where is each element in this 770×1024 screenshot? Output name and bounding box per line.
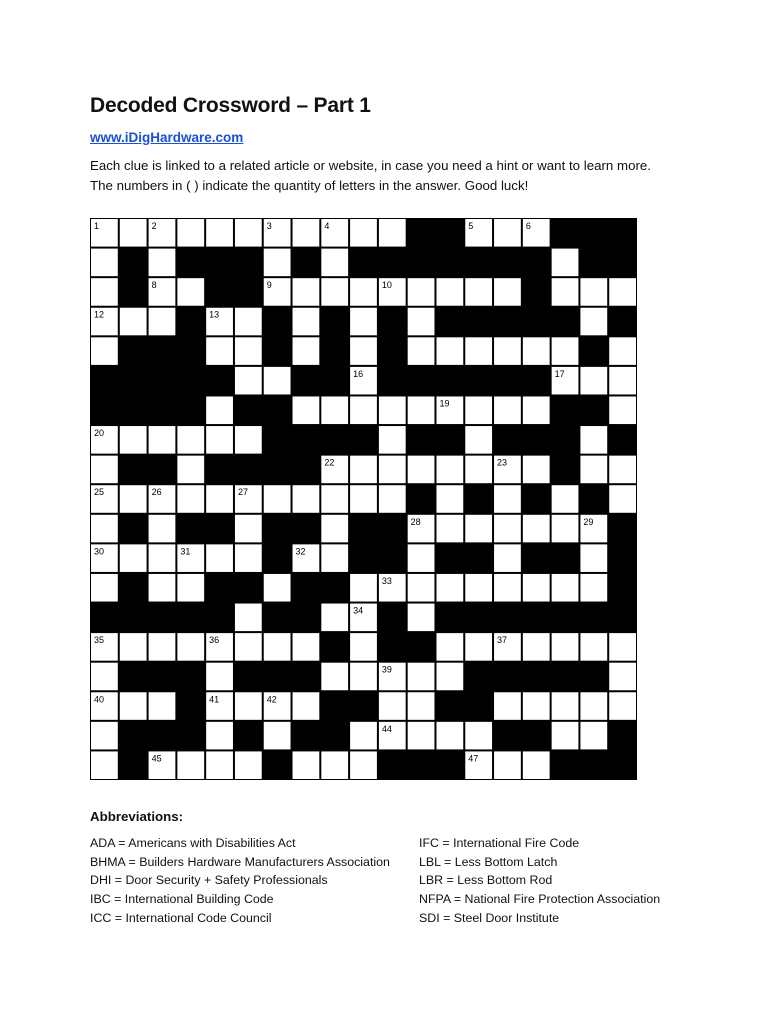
clue-number: 29 (583, 516, 594, 527)
crossword-cell[interactable] (408, 663, 435, 691)
crossword-cell[interactable] (580, 633, 607, 661)
crossword-cell[interactable] (149, 574, 176, 602)
crossword-cell[interactable] (494, 692, 521, 720)
crossword-cell[interactable] (350, 337, 377, 365)
abbreviation-item: BHMA = Builders Hardware Manufacturers Association (90, 854, 390, 869)
crossword-cell[interactable] (609, 485, 636, 513)
crossword-cell[interactable] (494, 574, 521, 602)
crossword-cell[interactable] (321, 485, 348, 513)
crossword-cell[interactable] (321, 544, 348, 572)
crossword-cell[interactable] (523, 456, 550, 484)
crossword-cell[interactable] (580, 692, 607, 720)
crossword-cell[interactable] (350, 308, 377, 336)
crossword-cell[interactable] (91, 751, 118, 779)
crossword-cell[interactable] (436, 515, 463, 543)
crossword-cell[interactable] (235, 337, 262, 365)
crossword-cell[interactable] (177, 633, 204, 661)
clue-number: 5 (468, 221, 474, 231)
crossword-cell[interactable] (465, 396, 492, 424)
crossword-cell[interactable] (609, 396, 636, 424)
crossword-cell[interactable] (465, 722, 492, 750)
crossword-cell[interactable] (552, 337, 579, 365)
crossword-cell[interactable] (235, 633, 262, 661)
crossword-cell[interactable] (350, 722, 377, 750)
clue-number: 18 (266, 398, 277, 409)
crossword-cell[interactable] (91, 337, 118, 365)
clue-number: 42 (266, 694, 277, 705)
crossword-cell[interactable] (264, 485, 291, 513)
crossword-cell[interactable] (552, 485, 579, 513)
crossword-cell[interactable] (494, 544, 521, 572)
clue-number: 1 (94, 221, 100, 231)
crossword-cell[interactable] (293, 485, 320, 513)
crossword-cell[interactable] (120, 485, 147, 513)
crossword-cell[interactable] (177, 219, 204, 247)
clue-number: 17 (554, 368, 565, 379)
crossword-cell[interactable] (293, 633, 320, 661)
crossword-cell[interactable] (465, 456, 492, 484)
crossword-cell[interactable] (206, 337, 233, 365)
abbreviations-left-column (90, 834, 390, 928)
crossword-cell[interactable] (177, 485, 204, 513)
crossword-cell[interactable] (379, 485, 406, 513)
crossword-cell[interactable] (235, 515, 262, 543)
crossword-cell[interactable] (408, 692, 435, 720)
crossword-cell[interactable] (436, 456, 463, 484)
crossword-cell[interactable] (408, 396, 435, 424)
website-link[interactable]: www.iDigHardware.com (90, 130, 244, 145)
crossword-cell[interactable] (235, 426, 262, 454)
clue-number: 43 (468, 694, 479, 705)
crossword-cell[interactable] (465, 574, 492, 602)
crossword-cell[interactable] (321, 515, 348, 543)
crossword-cell[interactable] (321, 751, 348, 779)
abbreviation-item: SDI = Steel Door Institute (419, 910, 560, 925)
crossword-cell[interactable] (235, 604, 262, 632)
crossword-cell[interactable] (552, 278, 579, 306)
crossword-cell[interactable] (580, 722, 607, 750)
crossword-cell[interactable] (580, 574, 607, 602)
crossword-cell[interactable] (523, 751, 550, 779)
crossword-cell[interactable] (580, 367, 607, 395)
crossword-cell[interactable] (408, 722, 435, 750)
clue-number: 22 (324, 457, 335, 468)
crossword-cell[interactable] (149, 249, 176, 277)
crossword-cell[interactable] (436, 337, 463, 365)
crossword-cell[interactable] (552, 574, 579, 602)
crossword-cell[interactable] (523, 396, 550, 424)
intro-line: Each clue is linked to a related article or website, in case you need a hint or want to learn more. (90, 158, 651, 173)
crossword-cell[interactable] (350, 574, 377, 602)
crossword-cell[interactable] (293, 396, 320, 424)
crossword-cell[interactable] (120, 544, 147, 572)
clue-number: 12 (94, 309, 105, 320)
clue-number: 10 (381, 280, 392, 291)
clue-number: 2 (151, 221, 157, 231)
crossword-cell[interactable] (580, 308, 607, 336)
crossword-cell[interactable] (120, 308, 147, 336)
crossword-cell[interactable] (293, 278, 320, 306)
crossword-cell[interactable] (523, 574, 550, 602)
clue-number: 13 (209, 309, 220, 320)
crossword-cell[interactable] (552, 249, 579, 277)
crossword-cell[interactable] (379, 426, 406, 454)
clue-number: 23 (497, 457, 508, 468)
crossword-cell[interactable] (408, 544, 435, 572)
crossword-cell[interactable] (580, 456, 607, 484)
clue-number: 30 (94, 546, 105, 557)
crossword-cell[interactable] (264, 249, 291, 277)
crossword-cell[interactable] (494, 278, 521, 306)
clue-number: 24 (554, 457, 565, 468)
abbreviation-item: LBL = Less Bottom Latch (419, 854, 558, 869)
clue-number: 31 (180, 546, 191, 557)
crossword-grid (90, 218, 637, 780)
crossword-cell[interactable] (379, 456, 406, 484)
crossword-cell[interactable] (91, 663, 118, 691)
crossword-cell[interactable] (235, 751, 262, 779)
crossword-cell[interactable] (293, 219, 320, 247)
crossword-cell[interactable] (91, 515, 118, 543)
crossword-cell[interactable] (264, 633, 291, 661)
clue-number: 21 (554, 428, 565, 439)
crossword-cell[interactable] (149, 426, 176, 454)
intro-text (90, 156, 730, 196)
crossword-cell[interactable] (177, 278, 204, 306)
crossword-cell[interactable] (149, 692, 176, 720)
clue-number: 28 (410, 516, 421, 527)
crossword-cell[interactable] (321, 249, 348, 277)
clue-number: 41 (209, 694, 220, 705)
crossword-cell[interactable] (120, 692, 147, 720)
crossword-cell[interactable] (609, 633, 636, 661)
clue-number: 20 (94, 428, 105, 439)
clue-number: 11 (525, 280, 536, 291)
clue-number: 34 (353, 605, 364, 616)
crossword-cell[interactable] (494, 219, 521, 247)
crossword-cell[interactable] (235, 544, 262, 572)
crossword-cell[interactable] (580, 426, 607, 454)
crossword-cell[interactable] (91, 249, 118, 277)
crossword-cell[interactable] (350, 751, 377, 779)
crossword-cell[interactable] (552, 515, 579, 543)
crossword-cell[interactable] (149, 544, 176, 572)
crossword-cell[interactable] (408, 308, 435, 336)
crossword-cell[interactable] (293, 337, 320, 365)
abbreviations-heading: Abbreviations: (90, 809, 184, 824)
crossword-cell[interactable] (523, 337, 550, 365)
crossword-cell[interactable] (264, 367, 291, 395)
crossword-cell[interactable] (580, 278, 607, 306)
crossword-cell[interactable] (494, 751, 521, 779)
crossword-cell[interactable] (436, 633, 463, 661)
abbreviation-item: LBR = Less Bottom Rod (419, 873, 553, 888)
crossword-cell[interactable] (350, 396, 377, 424)
crossword-cell[interactable] (206, 751, 233, 779)
crossword-cell[interactable] (350, 485, 377, 513)
clue-number: 38 (295, 664, 306, 675)
clue-number: 27 (237, 487, 248, 498)
crossword-cell[interactable] (177, 574, 204, 602)
clue-number: 35 (94, 635, 105, 646)
clue-number: 9 (266, 280, 272, 291)
clue-number: 7 (612, 250, 618, 261)
crossword-cell[interactable] (120, 633, 147, 661)
crossword-cell[interactable] (149, 515, 176, 543)
abbreviation-item: ICC = International Code Council (90, 910, 272, 925)
crossword-cell[interactable] (206, 219, 233, 247)
crossword-cell[interactable] (206, 426, 233, 454)
crossword-cell[interactable] (120, 426, 147, 454)
crossword-cell[interactable] (609, 278, 636, 306)
abbreviation-item: DHI = Door Security + Safety Professionals (90, 873, 328, 888)
crossword-cell[interactable] (552, 633, 579, 661)
crossword-cell[interactable] (465, 633, 492, 661)
crossword-cell[interactable] (436, 663, 463, 691)
clue-number: 3 (266, 221, 272, 231)
clue-number: 45 (151, 753, 162, 764)
crossword-cell[interactable] (321, 278, 348, 306)
crossword-cell[interactable] (408, 604, 435, 632)
crossword-cell[interactable] (350, 278, 377, 306)
crossword-cell[interactable] (177, 426, 204, 454)
crossword-cell[interactable] (436, 278, 463, 306)
crossword-cell[interactable] (91, 456, 118, 484)
clue-number: 16 (353, 368, 364, 379)
crossword-cell[interactable] (350, 633, 377, 661)
crossword-cell[interactable] (235, 308, 262, 336)
crossword-cell[interactable] (264, 574, 291, 602)
clue-number: 6 (525, 221, 531, 231)
crossword-cell[interactable] (293, 751, 320, 779)
crossword-cell[interactable] (120, 219, 147, 247)
clue-number: 8 (151, 280, 157, 291)
clue-number: 37 (497, 635, 508, 646)
crossword-cell[interactable] (408, 337, 435, 365)
page-title: Decoded Crossword – Part 1 (90, 94, 371, 117)
crossword-cell[interactable] (321, 396, 348, 424)
clue-number: 25 (94, 487, 105, 498)
abbreviation-item: IFC = International Fire Code (419, 836, 580, 850)
crossword-cell[interactable] (523, 633, 550, 661)
crossword-cell[interactable] (552, 692, 579, 720)
crossword-cell[interactable] (235, 219, 262, 247)
clue-number: 46 (266, 753, 277, 764)
clue-number: 15 (180, 368, 191, 379)
crossword-cell[interactable] (293, 692, 320, 720)
crossword-cell[interactable] (206, 663, 233, 691)
clue-number: 36 (209, 635, 220, 646)
crossword-cell[interactable] (408, 574, 435, 602)
crossword-cell[interactable] (609, 337, 636, 365)
clue-number: 26 (151, 487, 162, 498)
intro-line: The numbers in ( ) indicate the quantity of letters in the answer. Good luck! (90, 178, 529, 193)
crossword-cell[interactable] (235, 367, 262, 395)
crossword-cell[interactable] (465, 337, 492, 365)
crossword-cell[interactable] (436, 722, 463, 750)
crossword-cell[interactable] (91, 574, 118, 602)
crossword-cell[interactable] (235, 692, 262, 720)
crossword-cell[interactable] (494, 337, 521, 365)
abbreviation-item: IBC = International Building Code (90, 892, 274, 907)
crossword-cell[interactable] (206, 722, 233, 750)
crossword-cell[interactable] (465, 278, 492, 306)
crossword-cell[interactable] (494, 485, 521, 513)
clue-number: 19 (439, 398, 450, 409)
crossword-cell[interactable] (379, 692, 406, 720)
crossword-cell[interactable] (206, 485, 233, 513)
crossword-cell[interactable] (206, 396, 233, 424)
abbreviations-right-column (419, 834, 660, 928)
crossword-cell[interactable] (350, 663, 377, 691)
crossword-cell[interactable] (350, 219, 377, 247)
clue-number: 14 (381, 339, 392, 350)
crossword-cell[interactable] (293, 308, 320, 336)
crossword-cell[interactable] (408, 456, 435, 484)
clue-number: 44 (381, 723, 392, 734)
crossword-cell[interactable] (321, 604, 348, 632)
crossword-cell[interactable] (552, 722, 579, 750)
crossword-cell[interactable] (379, 396, 406, 424)
crossword-cell[interactable] (177, 456, 204, 484)
crossword-cell[interactable] (465, 515, 492, 543)
crossword-cell[interactable] (149, 633, 176, 661)
crossword-cell[interactable] (465, 426, 492, 454)
crossword-cell[interactable] (523, 692, 550, 720)
crossword-cell[interactable] (149, 308, 176, 336)
clue-number: 4 (324, 221, 330, 231)
crossword-cell[interactable] (609, 367, 636, 395)
crossword-cell[interactable] (523, 515, 550, 543)
crossword-cell[interactable] (436, 574, 463, 602)
abbreviation-item: NFPA = National Fire Protection Association (419, 892, 661, 907)
crossword-cell[interactable] (350, 456, 377, 484)
crossword-cell[interactable] (494, 396, 521, 424)
clue-number: 33 (381, 575, 392, 586)
crossword-cell[interactable] (408, 278, 435, 306)
clue-number: 47 (468, 753, 479, 764)
crossword-cell[interactable] (379, 219, 406, 247)
crossword-cell[interactable] (580, 544, 607, 572)
crossword-cell[interactable] (177, 751, 204, 779)
abbreviation-item: ADA = Americans with Disabilities Act (90, 836, 296, 850)
crossword-cell[interactable] (321, 663, 348, 691)
clue-number: 40 (94, 694, 105, 705)
crossword-cell[interactable] (609, 456, 636, 484)
crossword-cell[interactable] (264, 722, 291, 750)
crossword-cell[interactable] (494, 515, 521, 543)
crossword-cell[interactable] (436, 485, 463, 513)
crossword-cell[interactable] (206, 544, 233, 572)
crossword-cell[interactable] (91, 278, 118, 306)
clue-number: 39 (381, 664, 392, 675)
crossword-cell[interactable] (609, 692, 636, 720)
clue-number: 32 (295, 546, 306, 557)
crossword-cell[interactable] (609, 663, 636, 691)
crossword-cell[interactable] (91, 722, 118, 750)
